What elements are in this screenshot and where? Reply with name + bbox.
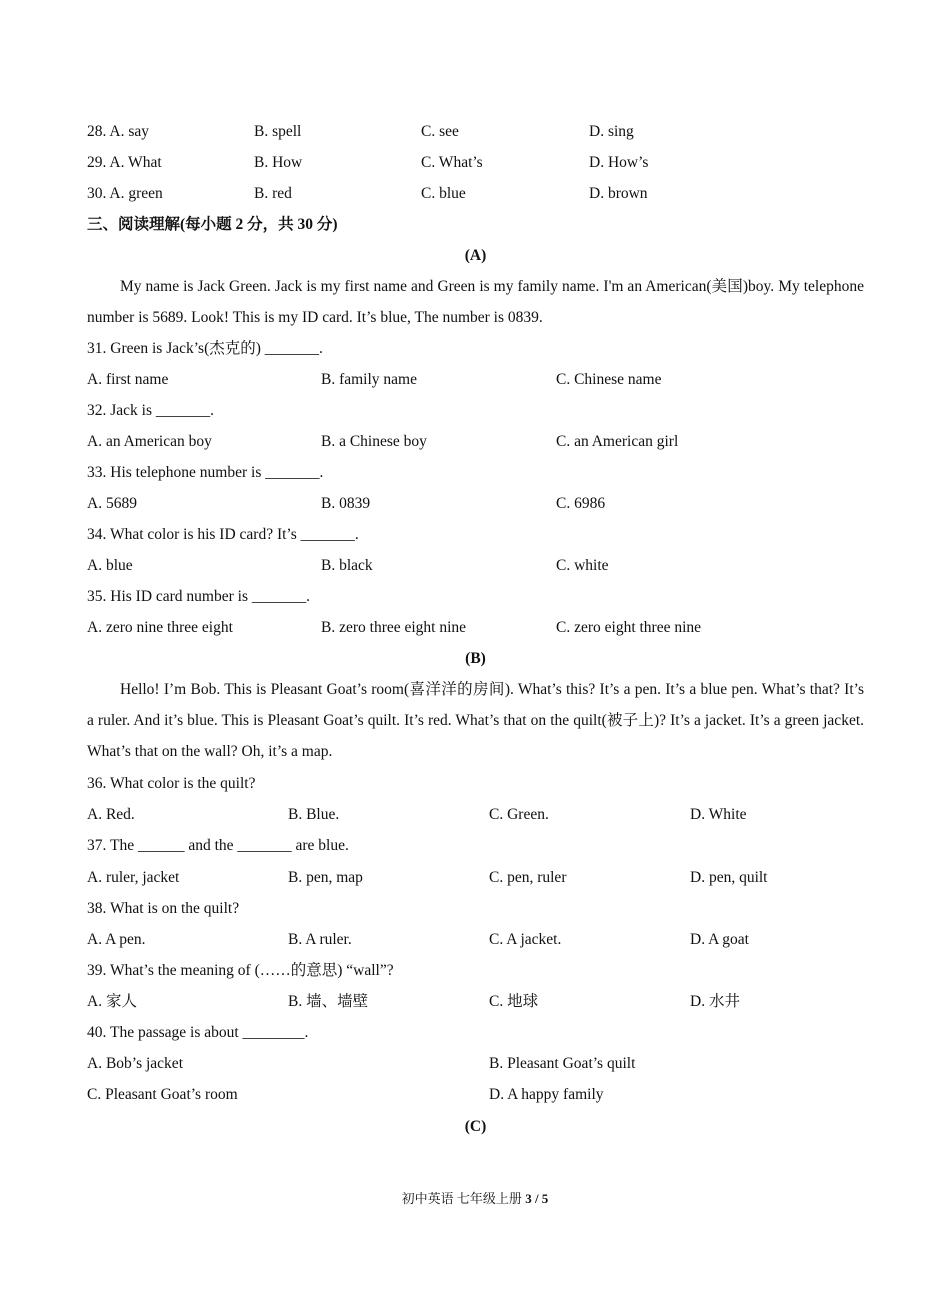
option-b: B. A ruler. [288,931,352,948]
option-b: B. family name [321,371,417,388]
option-c: C. 地球 [489,993,539,1010]
option-c: C. What’s [421,154,483,171]
page-number: 3 / 5 [525,1191,549,1206]
option-c: C. A jacket. [489,931,562,948]
option-d: D. How’s [589,154,649,171]
option-b: B. pen, map [288,869,363,886]
question-38-options [87,924,864,955]
question-40-options-row2 [87,1079,864,1110]
section-heading: 三、阅读理解(每小题 2 分，共 30 分) [87,216,338,233]
question-36-options [87,799,864,830]
option-a: A. blue [87,557,133,574]
option-c: C. blue [421,185,466,202]
option-a: 29. A. What [87,154,162,171]
question-39-stem: 39. What’s the meaning of (……的意思) “wall”? [87,962,394,979]
option-b: B. Blue. [288,806,340,823]
option-b: B. black [321,557,373,574]
question-32-stem: 32. Jack is _______. [87,402,215,419]
option-b: B. zero three eight nine [321,619,467,636]
option-c: C. Chinese name [556,371,662,388]
option-a: A. Bob’s jacket [87,1055,183,1072]
option-b: B. Pleasant Goat’s quilt [489,1055,636,1072]
option-b: B. spell [254,123,302,140]
option-a: 28. A. say [87,123,149,140]
option-c: C. 6986 [556,495,606,512]
option-d: D. brown [589,185,648,202]
question-33-options [87,488,864,519]
option-a: 30. A. green [87,185,163,202]
option-a: A. zero nine three eight [87,619,233,636]
option-d: D. White [690,806,747,823]
option-a: A. first name [87,371,169,388]
option-d: D. A goat [690,931,749,948]
question-31-stem: 31. Green is Jack’s(杰克的) _______. [87,340,323,357]
option-d: D. sing [589,123,634,140]
option-b: B. 0839 [321,495,371,512]
footer-subject: 初中英语 七年级上册 [401,1191,526,1206]
question-40-stem: 40. The passage is about ________. [87,1024,309,1041]
option-a: A. 家人 [87,993,137,1010]
option-c: C. see [421,123,459,140]
option-a: A. ruler, jacket [87,869,180,886]
passage-b-label: (B) [465,650,486,667]
cloze-row-28 [87,116,864,147]
option-a: A. Red. [87,806,135,823]
option-b: B. How [254,154,303,171]
option-d: D. A happy family [489,1086,604,1103]
question-35-stem: 35. His ID card number is _______. [87,588,310,605]
question-32-options [87,426,864,457]
question-38-stem: 38. What is on the quilt? [87,900,240,917]
question-33-stem: 33. His telephone number is _______. [87,464,324,481]
passage-a-text: My name is Jack Green. Jack is my first name and Green is my family name. I'm an American(美国)boy. My telephone number is 5689. Look! This is my ID card. It’s blue, The number is 0839. [87,278,864,326]
page-footer [0,1188,950,1210]
question-40-options-row1 [87,1048,864,1079]
cloze-row-29 [87,147,864,178]
option-a: A. 5689 [87,495,137,512]
option-c: C. zero eight three nine [556,619,702,636]
option-b: B. a Chinese boy [321,433,427,450]
question-37-options [87,862,864,893]
option-c: C. Pleasant Goat’s room [87,1086,238,1103]
question-39-options [87,986,864,1017]
option-a: A. an American boy [87,433,212,450]
passage-a-label: (A) [464,247,487,264]
option-d: D. pen, quilt [690,869,768,886]
option-d: D. 水井 [690,993,740,1010]
question-31-options [87,364,864,395]
question-35-options [87,612,864,643]
option-c: C. white [556,557,609,574]
cloze-row-30 [87,178,864,209]
passage-b-text: Hello! I’m Bob. This is Pleasant Goat’s room(喜洋洋的房间). What’s this? It’s a pen. It’s a blue pen. What’s that? It’s a ruler. And it’s blue. This is Pleasant Goat’s quilt. It’s red. What’s that on the quilt(被子上)? It’s a jacket. It’s a green jacket. What’s that on the wall? Oh, it’s a map. [87,681,864,760]
question-34-stem: 34. What color is his ID card? It’s _______. [87,526,359,543]
option-b: B. 墙、墙壁 [288,993,369,1010]
option-c: C. pen, ruler [489,869,567,886]
passage-c-label: (C) [464,1118,487,1135]
question-34-options [87,550,864,581]
question-36-stem: 36. What color is the quilt? [87,775,256,792]
option-a: A. A pen. [87,931,146,948]
option-b: B. red [254,185,292,202]
option-c: C. an American girl [556,433,679,450]
option-c: C. Green. [489,806,549,823]
question-37-stem: 37. The ______ and the _______ are blue. [87,837,349,854]
